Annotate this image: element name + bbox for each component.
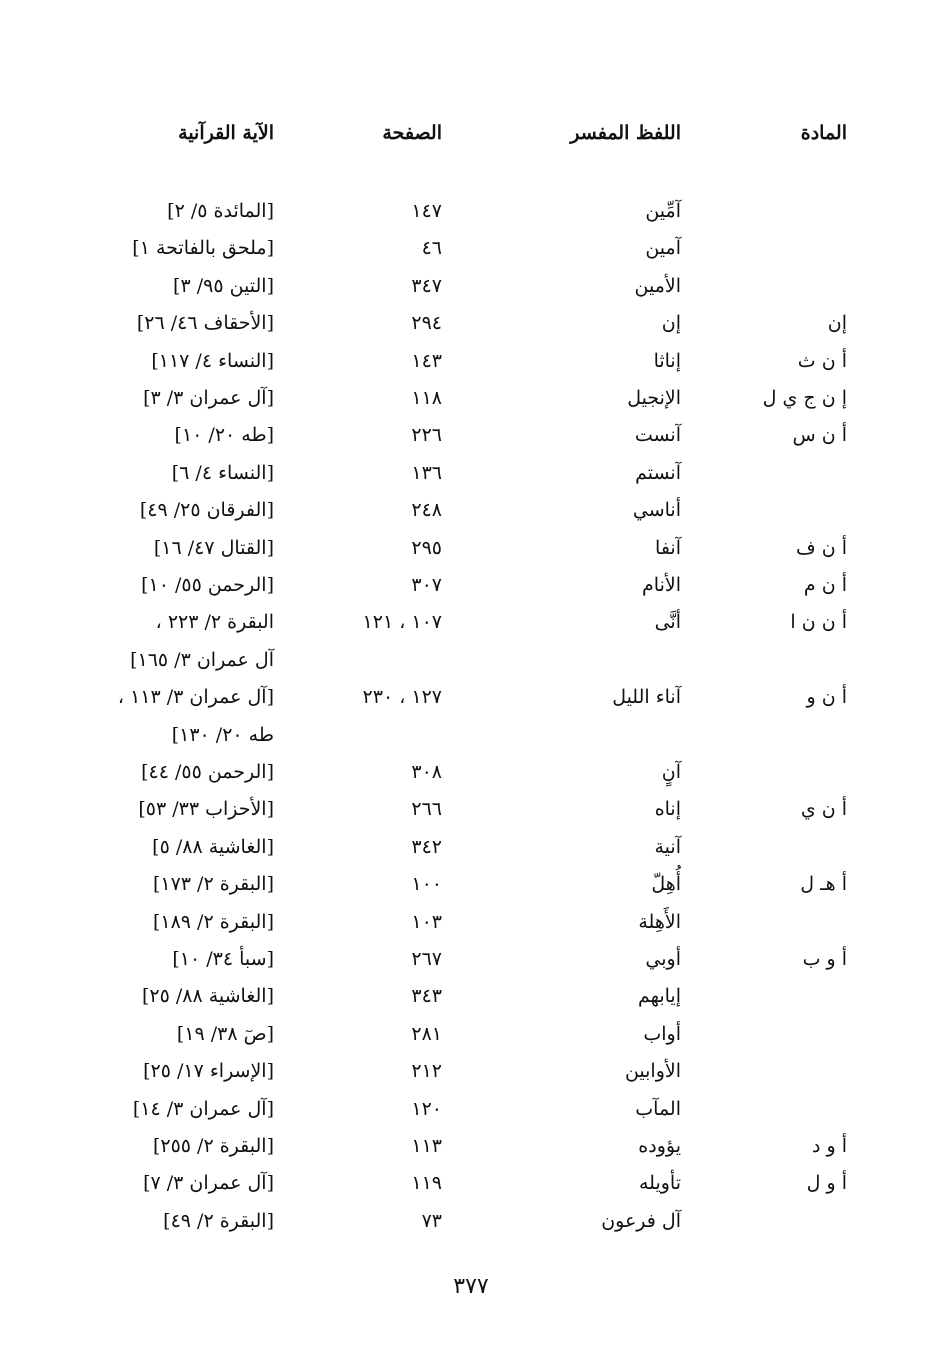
- root-cell: أ و ب: [802, 948, 847, 970]
- word-cell: أوبي: [645, 948, 681, 970]
- page-cell: ١٣٦: [411, 461, 442, 484]
- verse-cell: آل عمران ٣/ ١٦٥]: [130, 648, 274, 671]
- page-cell: ٢٦٧: [411, 948, 442, 970]
- root-cell: أ ن ف: [795, 536, 847, 559]
- verse-cell: [البقرة ٢/ ١٧٣]: [152, 873, 274, 896]
- page-cell: ٣٠٨: [411, 761, 442, 783]
- word-cell: إناه: [654, 798, 681, 821]
- page-cell: ١٠٣: [411, 910, 442, 933]
- root-cell: أ ن ن ا: [790, 611, 847, 634]
- root-cell: إن: [827, 312, 847, 335]
- word-cell: الأَهِلة: [638, 910, 681, 933]
- word-cell: الأنام: [642, 574, 681, 596]
- page-cell: ٢٢٦: [411, 424, 442, 447]
- root-cell: أ و د: [812, 1135, 847, 1157]
- page-cell: ١١٩: [411, 1172, 442, 1195]
- verse-cell: [آل عمران ٣/ ١١٣ ،: [117, 686, 274, 709]
- header-page: الصفحة: [382, 122, 442, 144]
- word-cell: آناء الليل: [612, 686, 681, 709]
- word-cell: آنست: [634, 424, 681, 447]
- page-cell: ١١٨: [411, 387, 442, 409]
- verse-cell: [البقرة ٢/ ٢٥٥]: [152, 1135, 274, 1157]
- root-cell: أ هـ ل: [800, 873, 847, 896]
- word-cell: آنٍ: [661, 761, 681, 783]
- word-cell: آنية: [654, 835, 681, 858]
- page-cell: ٢٩٤: [411, 312, 442, 335]
- verse-cell: [صٓ ٣٨/ ١٩]: [176, 1022, 274, 1045]
- page-cell: ٣٠٧: [411, 574, 442, 596]
- verse-cell: طه ٢٠/ ١٣٠]: [171, 723, 274, 746]
- root-cell: أ و ل: [806, 1172, 847, 1195]
- page-cell: ١٤٧: [411, 200, 442, 222]
- verse-cell: [سبأ ٣٤/ ١٠]: [172, 948, 274, 970]
- page-cell: ٣٤٢: [411, 835, 442, 858]
- page-cell: ٢٦٦: [411, 798, 442, 821]
- verse-cell: [الرحمن ٥٥/ ٤٤]: [141, 761, 274, 783]
- verse-cell: [طه ٢٠/ ١٠]: [174, 424, 274, 447]
- verse-cell: [الرحمن ٥٥/ ١٠]: [141, 574, 274, 596]
- page-cell: ٢٨١: [411, 1022, 442, 1045]
- word-cell: المآب: [635, 1097, 681, 1120]
- verse-cell: [آل عمران ٣/ ٧]: [143, 1172, 274, 1195]
- word-cell: يؤوده: [638, 1135, 681, 1157]
- word-cell: تأويله: [638, 1172, 681, 1195]
- word-cell: إناثا: [653, 349, 681, 372]
- page-cell: ١٤٣: [411, 349, 442, 372]
- word-cell: إيابهم: [637, 985, 681, 1008]
- root-cell: أ ن ث: [797, 349, 847, 372]
- word-cell: الأوابين: [624, 1060, 681, 1083]
- page-cell: ١٠٠: [411, 873, 442, 896]
- header-verse: الآية القرآنية: [178, 122, 274, 144]
- verse-cell: [القتال ٤٧/ ١٦]: [153, 536, 274, 559]
- header-root: المادة: [800, 122, 847, 144]
- word-cell: الإنجيل: [627, 387, 681, 409]
- verse-cell: [البقرة ٢/ ٤٩]: [163, 1209, 274, 1232]
- verse-cell: [الفرقان ٢٥/ ٤٩]: [139, 499, 274, 522]
- page-cell: ١٢٧ ، ٢٣٠: [362, 686, 442, 709]
- page-cell: ٢٩٥: [411, 536, 442, 559]
- word-cell: آمِّين: [645, 200, 681, 222]
- verse-cell: [ملحق بالفاتحة ١]: [132, 237, 274, 260]
- verse-cell: [الغاشية ٨٨/ ٢٥]: [141, 985, 274, 1008]
- verse-cell: [آل عمران ٣/ ٣]: [143, 387, 274, 409]
- page-cell: ٤٦: [421, 237, 442, 260]
- verse-cell: [النساء ٤/ ٦]: [171, 461, 274, 484]
- word-cell: أنَّى: [654, 611, 681, 634]
- page-cell: ٢٤٨: [411, 499, 442, 522]
- root-cell: أ ن س: [792, 424, 847, 447]
- page-number: ٣٧٧: [453, 1274, 489, 1299]
- verse-cell: [النساء ٤/ ١١٧]: [151, 349, 274, 372]
- verse-cell: [الأحقاف ٤٦/ ٢٦]: [136, 312, 274, 335]
- root-cell: أ ن و: [806, 686, 847, 709]
- header-word: اللفظ المفسر: [570, 122, 681, 144]
- word-cell: آل فرعون: [601, 1209, 681, 1232]
- verse-cell: [الغاشية ٨٨/ ٥]: [152, 835, 274, 858]
- verse-cell: [الإسراء ١٧/ ٢٥]: [143, 1060, 274, 1083]
- verse-cell: [المائدة ٥/ ٢]: [167, 200, 274, 222]
- page-cell: ٣٤٣: [411, 985, 442, 1008]
- word-cell: أواب: [643, 1022, 681, 1045]
- verse-cell: [الأحزاب ٣٣/ ٥٣]: [138, 798, 274, 821]
- page-cell: ٢١٢: [411, 1060, 442, 1083]
- root-cell: أ ن ي: [800, 798, 847, 821]
- word-cell: إن: [661, 312, 681, 335]
- verse-cell: البقرة ٢/ ٢٢٣ ،: [155, 611, 274, 634]
- page-cell: ٣٤٧: [411, 274, 442, 297]
- word-cell: آمين: [645, 237, 681, 260]
- word-cell: أناسي: [632, 499, 681, 522]
- word-cell: الأمين: [634, 274, 681, 297]
- page-cell: ٧٣: [421, 1209, 442, 1232]
- root-cell: أ ن م: [803, 574, 847, 596]
- page-cell: ١٠٧ ، ١٢١: [362, 611, 442, 634]
- word-cell: آنستم: [635, 461, 681, 484]
- word-cell: آنفا: [655, 536, 681, 559]
- root-cell: إ ن ج ي ل: [762, 387, 847, 409]
- verse-cell: [البقرة ٢/ ١٨٩]: [152, 910, 274, 933]
- page-cell: ١٢٠: [411, 1097, 442, 1120]
- word-cell: أُهِلّ: [651, 873, 681, 896]
- page-cell: ١١٣: [411, 1135, 442, 1157]
- verse-cell: [التين ٩٥/ ٣]: [173, 274, 274, 297]
- verse-cell: [آل عمران ٣/ ١٤]: [132, 1097, 274, 1120]
